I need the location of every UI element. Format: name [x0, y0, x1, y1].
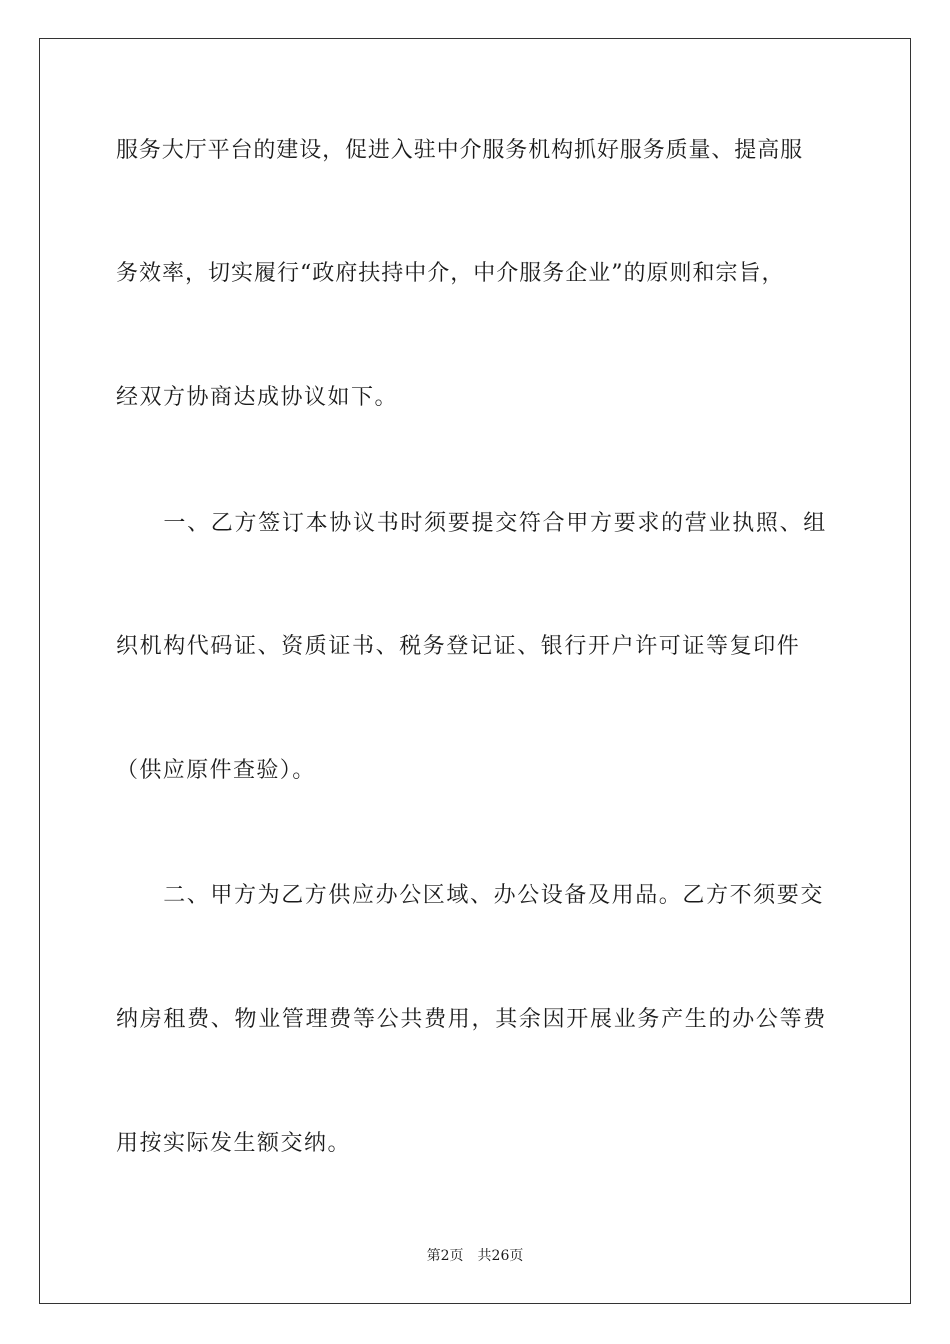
clause-one-line: 一、乙方签订本协议书时须要提交符合甲方要求的营业执照、组 [116, 511, 828, 536]
clause-one-line: （供应原件查验）。 [116, 758, 316, 783]
clause-one-line: 织机构代码证、资质证书、税务登记证、银行开户许可证等复印件 [116, 634, 801, 659]
clause-two-line: 用按实际发生额交纳。 [116, 1131, 352, 1156]
page-number-footer: 第2页 共26页 [426, 1248, 524, 1264]
clause-two-line: 二、甲方为乙方供应办公区域、办公设备及用品。乙方不须要交 [116, 883, 825, 908]
body-text-line: 务效率，切实履行“政府扶持中介，中介服务企业”的原则和宗旨， [116, 261, 785, 286]
body-text-line: 服务大厅平台的建设，促进入驻中介服务机构抓好服务质量、提高服 [116, 138, 804, 163]
body-text-line: 经双方协商达成协议如下。 [116, 385, 399, 410]
page-border [39, 38, 911, 1304]
clause-two-line: 纳房租费、物业管理费等公共费用，其余因开展业务产生的办公等费 [116, 1007, 828, 1032]
